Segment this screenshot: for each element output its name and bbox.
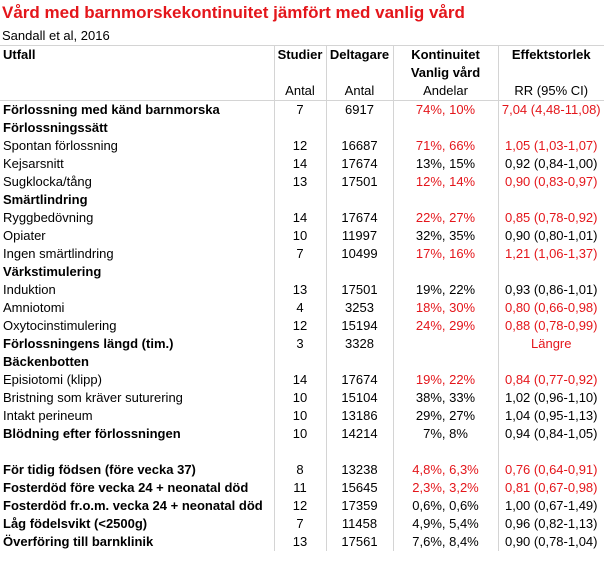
participants-cell: 10499	[326, 245, 393, 263]
rr-cell: 0,76 (0,64-0,91)	[504, 462, 598, 477]
table-row	[0, 533, 604, 551]
header-participants-unit: Antal	[326, 82, 393, 101]
participants-cell: 13238	[326, 461, 393, 479]
shares-cell: 4,9%, 5,4%	[393, 515, 498, 533]
header-blank	[0, 64, 274, 82]
studies-cell: 12	[274, 317, 326, 335]
outcome-label: Fosterdöd fr.o.m. vecka 24 + neonatal död	[0, 497, 274, 515]
outcome-label: Bristning som kräver suturering	[0, 389, 274, 407]
rr-cell: 0,85 (0,78-0,92)	[504, 210, 598, 225]
header-blank	[498, 64, 604, 82]
shares-cell: 7,6%, 8,4%	[393, 533, 498, 551]
rr-cell: 0,81 (0,67-0,98)	[504, 480, 598, 495]
outcome-label: Ingen smärtlindring	[0, 245, 274, 263]
section-row	[0, 191, 604, 209]
section-label: Smärtlindring	[0, 191, 274, 209]
header-participants: Deltagare	[326, 46, 393, 65]
studies-cell: 10	[274, 389, 326, 407]
rr-cell: 0,94 (0,84-1,05)	[504, 426, 598, 441]
participants-cell: 17561	[326, 533, 393, 551]
table-row	[0, 173, 604, 191]
rr-cell: 0,88 (0,78-0,99)	[504, 318, 598, 333]
rr-cell: 0,80 (0,66-0,98)	[504, 300, 598, 315]
outcome-label: Amniotomi	[0, 299, 274, 317]
header-rr-unit: RR (95% CI)	[498, 82, 604, 101]
shares-cell: 38%, 33%	[393, 389, 498, 407]
table-row	[0, 461, 604, 479]
studies-cell: 3	[274, 335, 326, 353]
header-shares-unit: Andelar	[393, 82, 498, 101]
outcome-label: För tidig födsen (före vecka 37)	[0, 461, 274, 479]
studies-cell	[274, 119, 326, 137]
table-row	[0, 407, 604, 425]
shares-cell: 24%, 29%	[393, 317, 498, 335]
outcome-label: Intakt perineum	[0, 407, 274, 425]
header-continuity: Kontinuitet	[393, 46, 498, 65]
shares-cell: 17%, 16%	[393, 245, 498, 263]
header-effect-size: Effektstorlek	[498, 46, 604, 65]
shares-cell: 19%, 22%	[393, 281, 498, 299]
shares-cell: 22%, 27%	[393, 209, 498, 227]
shares-cell: 71%, 66%	[393, 137, 498, 155]
section-label: Förlossningssätt	[0, 119, 274, 137]
header-outcome: Utfall	[0, 46, 274, 65]
shares-cell	[393, 119, 498, 137]
shares-cell: 32%, 35%	[393, 227, 498, 245]
rr-cell: 0,93 (0,86-1,01)	[504, 282, 598, 297]
outcome-label	[0, 443, 274, 461]
shares-cell: 7%, 8%	[393, 425, 498, 443]
participants-cell: 16687	[326, 137, 393, 155]
shares-cell	[393, 443, 498, 461]
rr-cell: 7,04 (4,48-11,08)	[501, 102, 601, 117]
results-table	[0, 45, 604, 551]
rr-cell	[498, 191, 604, 209]
participants-cell	[326, 443, 393, 461]
shares-cell: 18%, 30%	[393, 299, 498, 317]
participants-cell	[326, 119, 393, 137]
outcome-label: Låg födelsvikt (<2500g)	[0, 515, 274, 533]
header-blank	[326, 64, 393, 82]
rr-cell: 1,21 (1,06-1,37)	[504, 246, 598, 261]
participants-cell	[326, 353, 393, 371]
outcome-label: Spontan förlossning	[0, 137, 274, 155]
outcome-label: Förlossning med känd barnmorska	[0, 101, 274, 120]
shares-cell: 74%, 10%	[393, 101, 498, 120]
studies-cell: 13	[274, 173, 326, 191]
section-row	[0, 263, 604, 281]
participants-cell: 3253	[326, 299, 393, 317]
participants-cell: 17501	[326, 281, 393, 299]
section-label: Bäckenbotten	[0, 353, 274, 371]
studies-cell	[274, 443, 326, 461]
outcome-label: Kejsarsnitt	[0, 155, 274, 173]
studies-cell: 7	[274, 245, 326, 263]
table-row	[0, 425, 604, 443]
participants-cell: 17674	[326, 155, 393, 173]
rr-cell: 1,05 (1,03-1,07)	[504, 138, 598, 153]
studies-cell	[274, 353, 326, 371]
participants-cell: 13186	[326, 407, 393, 425]
table-row	[0, 155, 604, 173]
table-row	[0, 137, 604, 155]
outcome-label: Induktion	[0, 281, 274, 299]
participants-cell: 15104	[326, 389, 393, 407]
shares-cell: 13%, 15%	[393, 155, 498, 173]
table-row	[0, 281, 604, 299]
participants-cell	[326, 263, 393, 281]
rr-cell: 0,84 (0,77-0,92)	[504, 372, 598, 387]
rr-cell: 1,00 (0,67-1,49)	[504, 498, 598, 513]
shares-cell: 29%, 27%	[393, 407, 498, 425]
rr-cell: 1,04 (0,95-1,13)	[504, 408, 598, 423]
rr-cell: 0,90 (0,80-1,01)	[504, 228, 598, 243]
outcome-label: Opiater	[0, 227, 274, 245]
shares-cell: 12%, 14%	[393, 173, 498, 191]
studies-cell: 7	[274, 101, 326, 120]
outcome-label: Ryggbedövning	[0, 209, 274, 227]
participants-cell: 17501	[326, 173, 393, 191]
participants-cell: 17674	[326, 209, 393, 227]
outcome-label: Episiotomi (klipp)	[0, 371, 274, 389]
outcome-label: Överföring till barnklinik	[0, 533, 274, 551]
table-title: Vård med barnmorskekontinuitet jämfört med vanlig vård	[2, 3, 465, 22]
participants-cell: 11458	[326, 515, 393, 533]
shares-cell: 2,3%, 3,2%	[393, 479, 498, 497]
section-row	[0, 119, 604, 137]
shares-cell	[393, 353, 498, 371]
studies-cell: 13	[274, 533, 326, 551]
studies-cell	[274, 263, 326, 281]
rr-cell: 0,90 (0,78-1,04)	[504, 534, 598, 549]
shares-cell	[393, 263, 498, 281]
outcome-label: Sugklocka/tång	[0, 173, 274, 191]
header-blank	[274, 64, 326, 82]
participants-cell: 15645	[326, 479, 393, 497]
studies-cell: 12	[274, 497, 326, 515]
rr-cell: 0,96 (0,82-1,13)	[504, 516, 598, 531]
table-row	[0, 497, 604, 515]
participants-cell: 17359	[326, 497, 393, 515]
header-usual-care: Vanlig vård	[393, 64, 498, 82]
studies-cell: 4	[274, 299, 326, 317]
table-row	[0, 227, 604, 245]
table-row	[0, 299, 604, 317]
outcome-label: Fosterdöd före vecka 24 + neonatal död	[0, 479, 274, 497]
studies-cell: 10	[274, 425, 326, 443]
table-row	[0, 389, 604, 407]
header-studies-unit: Antal	[274, 82, 326, 101]
participants-cell	[326, 191, 393, 209]
studies-cell: 14	[274, 155, 326, 173]
studies-cell: 8	[274, 461, 326, 479]
table-row	[0, 209, 604, 227]
spacer-row	[0, 443, 604, 461]
participants-cell: 3328	[326, 335, 393, 353]
source-citation: Sandall et al, 2016	[2, 28, 110, 43]
rr-cell	[498, 443, 604, 461]
shares-cell: 4,8%, 6,3%	[393, 461, 498, 479]
shares-cell	[393, 335, 498, 353]
header-blank	[0, 82, 274, 101]
studies-cell: 13	[274, 281, 326, 299]
studies-cell: 10	[274, 407, 326, 425]
participants-cell: 15194	[326, 317, 393, 335]
rr-cell	[498, 119, 604, 137]
participants-cell: 6917	[326, 101, 393, 120]
studies-cell: 7	[274, 515, 326, 533]
table-row	[0, 101, 604, 120]
table-row	[0, 515, 604, 533]
table-row	[0, 245, 604, 263]
rr-cell: 1,02 (0,96-1,10)	[504, 390, 598, 405]
shares-cell: 19%, 22%	[393, 371, 498, 389]
outcome-label: Förlossningens längd (tim.)	[0, 335, 274, 353]
studies-cell: 14	[274, 371, 326, 389]
rr-cell: Längre	[531, 336, 572, 351]
table-row	[0, 479, 604, 497]
participants-cell: 17674	[326, 371, 393, 389]
studies-cell: 10	[274, 227, 326, 245]
studies-cell: 12	[274, 137, 326, 155]
studies-cell: 11	[274, 479, 326, 497]
table-row	[0, 317, 604, 335]
rr-cell	[498, 353, 604, 371]
shares-cell: 0,6%, 0,6%	[393, 497, 498, 515]
rr-cell: 0,90 (0,83-0,97)	[504, 174, 598, 189]
outcome-label: Blödning efter förlossningen	[0, 425, 274, 443]
table-row	[0, 335, 604, 353]
rr-cell: 0,92 (0,84-1,00)	[504, 156, 598, 171]
section-row	[0, 353, 604, 371]
rr-cell	[498, 263, 604, 281]
header-studies: Studier	[274, 46, 326, 65]
studies-cell: 14	[274, 209, 326, 227]
section-label: Värkstimulering	[0, 263, 274, 281]
table-body	[0, 101, 604, 552]
table-row	[0, 371, 604, 389]
outcome-label: Oxytocinstimulering	[0, 317, 274, 335]
participants-cell: 11997	[326, 227, 393, 245]
shares-cell	[393, 191, 498, 209]
studies-cell	[274, 191, 326, 209]
participants-cell: 14214	[326, 425, 393, 443]
